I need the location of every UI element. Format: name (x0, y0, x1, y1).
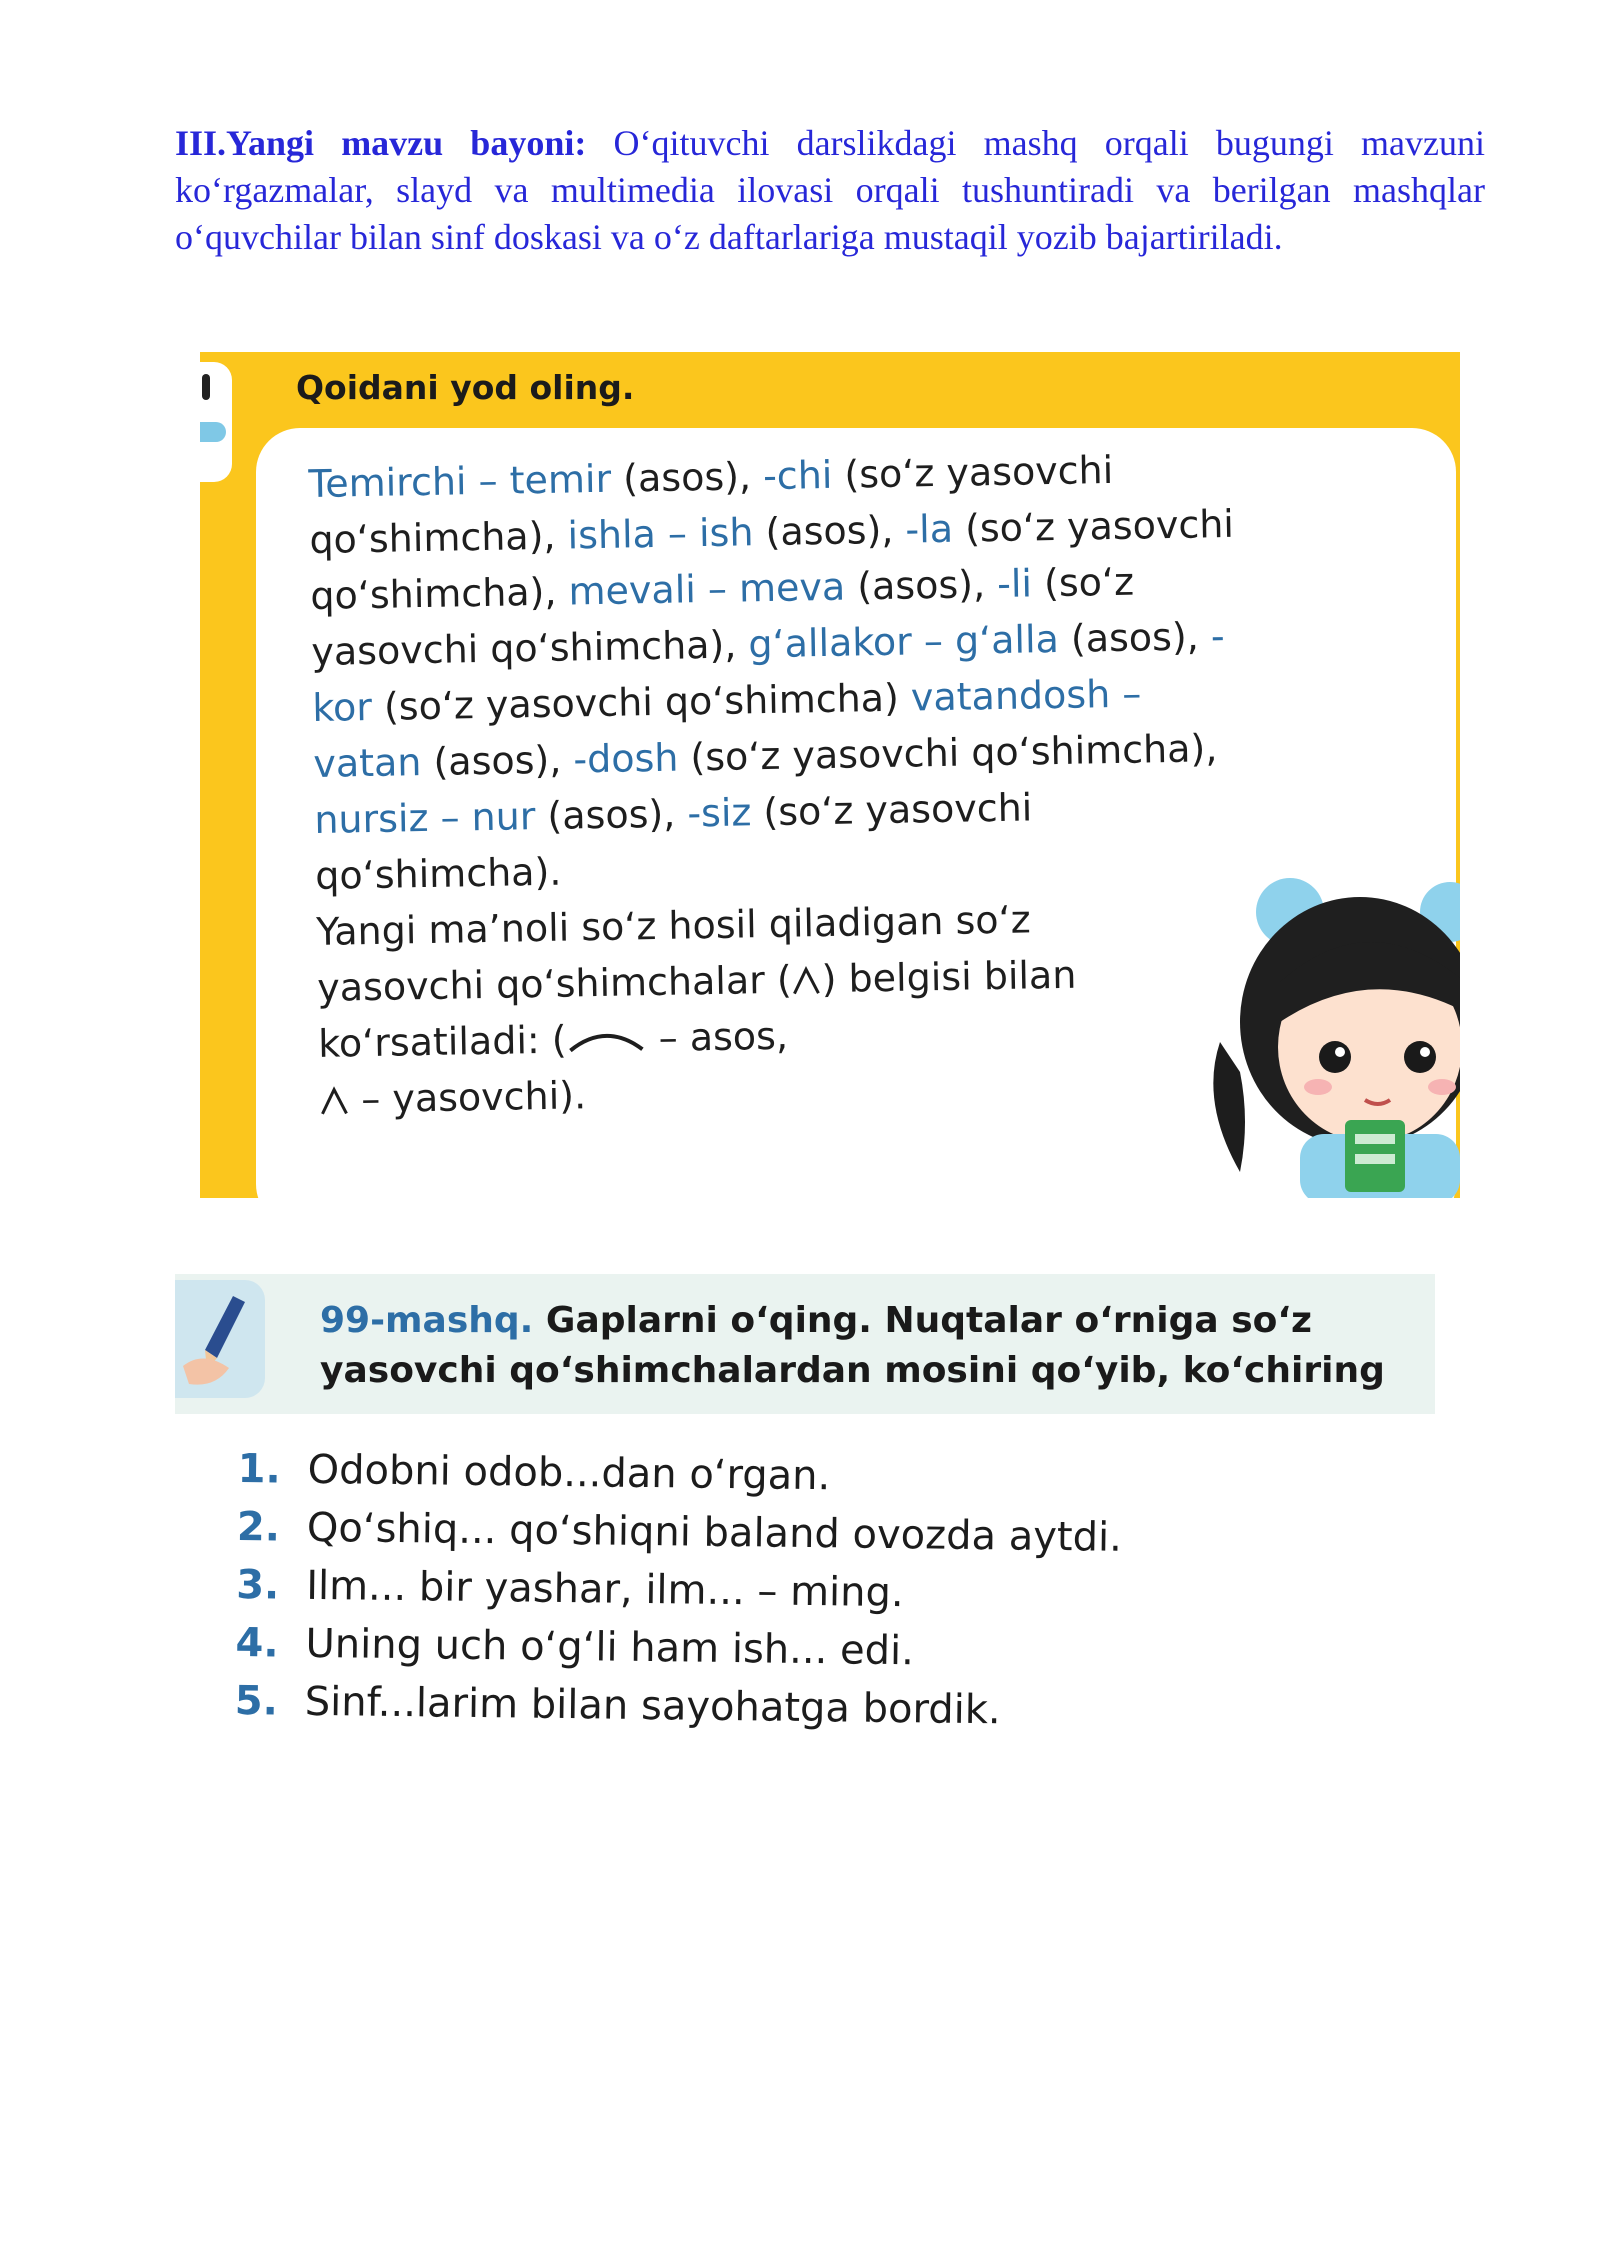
rule-note: Yangi ma’noli so‘z hosil qiladigan so‘z yasovchi qo‘shimchalar ( ) belgisi bilan ko‘rsatiladi: ( – asos, – yasovchi). (315, 897, 1077, 1122)
list-item: 3. Ilm... bir yashar, ilm... – ming. (235, 1561, 904, 1617)
intro-heading: III.Yangi mavzu bayoni: (175, 123, 587, 163)
list-item: 5. Sinf...larim bilan sayohatga bordik. (234, 1677, 1001, 1734)
intro-text: O‘qituvchi darslikdagi mashq orqali bugungi mavzuni ko‘rgazmalar, slayd va multimedia ilovasi orqali tushuntiradi va berilgan mashqlar o‘quvchilar bilan sinf doskasi va o‘z daftarlariga mustaqil yozib bajartiriladi. (175, 123, 1485, 257)
rule-examples: Temirchi – temir (asos), -chi (so‘z yasovchi qo‘shimcha), ishla – ish (asos), -la (so‘z yasovchi qo‘shimcha), mevali – meva (asos), -li (so‘z yasovchi qo‘shimcha), g‘allakor – g‘alla (asos), -kor (so‘z yasovchi qo‘shimcha) vatandosh – vatan (asos), -dosh (so‘z yasovchi qo‘shimcha), nursiz – nur (asos), -siz (so‘z yasovchi qo‘shimcha). (308, 447, 1235, 898)
caret-icon (319, 1085, 350, 1116)
arc-icon (566, 1025, 647, 1056)
caret-icon (791, 965, 822, 996)
exercise-list (234, 1440, 1237, 1742)
pencil-icon (175, 1280, 265, 1398)
list-item: 2. Qo‘shiq... qo‘shiqni baland ovozda aytdi. (236, 1503, 1123, 1561)
exercise-header (175, 1274, 1435, 1414)
list-item: 1. Odobni odob...dan o‘rgan. (237, 1445, 831, 1500)
rule-title: Qoidani yod oling. (296, 368, 635, 407)
intro-paragraph (175, 120, 1485, 261)
list-item: 4. Uning uch o‘g‘li ham ish... edi. (235, 1619, 915, 1675)
exercise-number: 99-mashq. (320, 1300, 534, 1341)
rule-card (200, 352, 1460, 1198)
rule-text (308, 440, 1250, 1128)
exercise-title: 99-mashq. Gaplarni o‘qing. Nuqtalar o‘rniga so‘z yasovchi qo‘shimchalardan mosini qo‘yib, ko‘chiring (320, 1300, 1385, 1391)
rule-tab (200, 362, 232, 482)
girl-illustration (1180, 872, 1460, 1198)
